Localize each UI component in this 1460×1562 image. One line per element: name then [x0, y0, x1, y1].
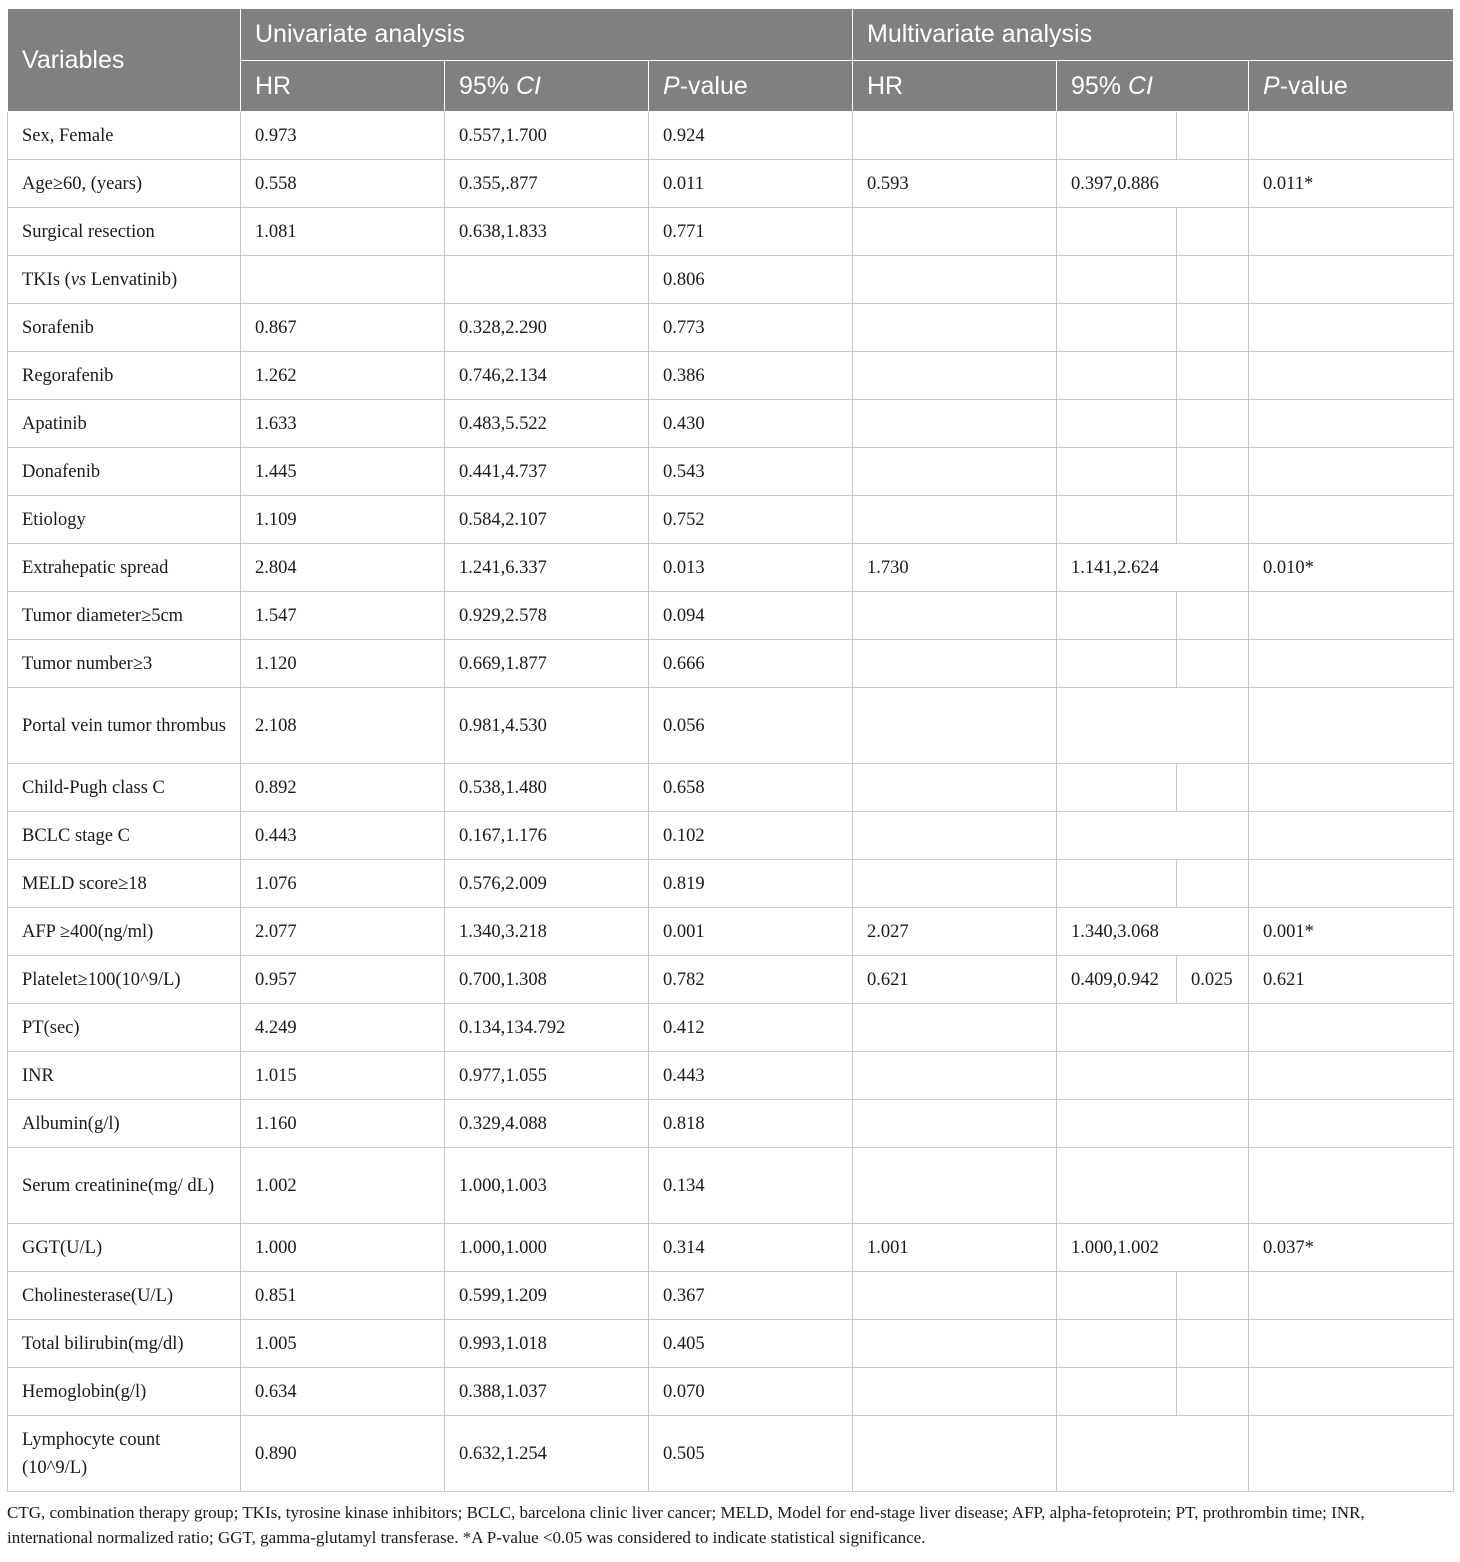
- cell-uni-p: 0.924: [649, 112, 853, 160]
- cell-multi-p: [1249, 496, 1454, 544]
- cell-multi-ci-extra: 0.025: [1177, 956, 1249, 1004]
- cell-multi-ci: [1057, 592, 1177, 640]
- cell-uni-p: 0.771: [649, 208, 853, 256]
- cell-uni-hr: 1.445: [241, 448, 445, 496]
- cell-uni-p: 0.011: [649, 160, 853, 208]
- cell-multi-ci-extra: [1177, 1272, 1249, 1320]
- cell-uni-ci: 1.000,1.003: [445, 1148, 649, 1224]
- cell-multi-p: [1249, 112, 1454, 160]
- cell-multi-p: 0.001*: [1249, 908, 1454, 956]
- cell-multi-ci: 0.409,0.942: [1057, 956, 1177, 1004]
- cell-uni-hr: 1.160: [241, 1100, 445, 1148]
- cell-uni-hr: [241, 256, 445, 304]
- cell-variable: Donafenib: [8, 448, 241, 496]
- table-row: [8, 1320, 1454, 1368]
- cell-variable: Age≥60, (years): [8, 160, 241, 208]
- cell-multi-hr: 0.621: [853, 956, 1057, 1004]
- cell-multi-ci: 0.397,0.886: [1057, 160, 1249, 208]
- cell-multi-p: [1249, 1368, 1454, 1416]
- cell-multi-ci-extra: [1177, 256, 1249, 304]
- cell-multi-hr: [853, 400, 1057, 448]
- cell-uni-ci: 0.441,4.737: [445, 448, 649, 496]
- cell-multi-p: [1249, 640, 1454, 688]
- cell-multi-hr: 1.730: [853, 544, 1057, 592]
- cell-variable: BCLC stage C: [8, 812, 241, 860]
- cell-uni-ci: [445, 256, 649, 304]
- cell-uni-hr: 0.973: [241, 112, 445, 160]
- cell-uni-ci: 1.241,6.337: [445, 544, 649, 592]
- table-row: [8, 448, 1454, 496]
- cell-multi-hr: [853, 688, 1057, 764]
- cell-multi-hr: [853, 1100, 1057, 1148]
- cell-multi-ci: [1057, 496, 1177, 544]
- cell-multi-p: [1249, 1320, 1454, 1368]
- cell-uni-ci: 0.329,4.088: [445, 1100, 649, 1148]
- cell-multi-hr: [853, 352, 1057, 400]
- cell-uni-p: 0.752: [649, 496, 853, 544]
- cell-variable: Hemoglobin(g/l): [8, 1368, 241, 1416]
- cell-uni-p: 0.134: [649, 1148, 853, 1224]
- cell-uni-p: 0.543: [649, 448, 853, 496]
- cell-uni-ci: 0.977,1.055: [445, 1052, 649, 1100]
- cell-multi-ci: [1057, 860, 1177, 908]
- cell-variable: INR: [8, 1052, 241, 1100]
- cell-variable: GGT(U/L): [8, 1224, 241, 1272]
- cell-multi-ci: 1.340,3.068: [1057, 908, 1249, 956]
- cell-uni-p: 0.102: [649, 812, 853, 860]
- cell-multi-hr: 0.593: [853, 160, 1057, 208]
- cell-uni-hr: 1.262: [241, 352, 445, 400]
- cell-uni-p: 0.314: [649, 1224, 853, 1272]
- cell-multi-p: [1249, 1148, 1454, 1224]
- cell-multi-hr: [853, 1004, 1057, 1052]
- p-suffix: -value: [679, 71, 748, 100]
- cell-uni-p: 0.013: [649, 544, 853, 592]
- cell-uni-p: 0.367: [649, 1272, 853, 1320]
- cell-multi-ci: 1.000,1.002: [1057, 1224, 1249, 1272]
- cell-uni-p: 0.094: [649, 592, 853, 640]
- cell-multi-p: [1249, 304, 1454, 352]
- table-row: [8, 304, 1454, 352]
- cell-uni-ci: 0.993,1.018: [445, 1320, 649, 1368]
- table-header: [8, 9, 1454, 112]
- header-multi-ci: [1057, 61, 1249, 112]
- cell-uni-ci: 0.483,5.522: [445, 400, 649, 448]
- table-row: [8, 112, 1454, 160]
- ci-italic: CI: [515, 71, 541, 100]
- cell-uni-ci: 0.669,1.877: [445, 640, 649, 688]
- table-row: [8, 860, 1454, 908]
- header-variables: Variables: [8, 9, 241, 112]
- cell-multi-ci: [1057, 1368, 1177, 1416]
- cell-variable: Cholinesterase(U/L): [8, 1272, 241, 1320]
- cell-multi-p: [1249, 1052, 1454, 1100]
- table-row: [8, 1272, 1454, 1320]
- cell-multi-p: [1249, 448, 1454, 496]
- table-row: [8, 352, 1454, 400]
- cell-multi-ci: [1057, 256, 1177, 304]
- cell-multi-ci-extra: [1177, 592, 1249, 640]
- table-row: [8, 496, 1454, 544]
- cell-uni-ci: 0.746,2.134: [445, 352, 649, 400]
- cell-uni-p: 0.818: [649, 1100, 853, 1148]
- cell-multi-ci: [1057, 1272, 1177, 1320]
- table-row: [8, 1004, 1454, 1052]
- cell-uni-ci: 0.599,1.209: [445, 1272, 649, 1320]
- cell-multi-ci-extra: [1177, 1368, 1249, 1416]
- cell-uni-hr: 0.851: [241, 1272, 445, 1320]
- table-body: [8, 112, 1454, 1492]
- cell-uni-hr: 1.076: [241, 860, 445, 908]
- variable-italic: vs: [70, 269, 87, 290]
- cell-uni-ci: 0.981,4.530: [445, 688, 649, 764]
- cell-multi-p: [1249, 592, 1454, 640]
- cell-multi-hr: [853, 860, 1057, 908]
- cell-uni-hr: 1.109: [241, 496, 445, 544]
- cell-uni-hr: 0.867: [241, 304, 445, 352]
- cell-multi-hr: 1.001: [853, 1224, 1057, 1272]
- cell-multi-p: [1249, 764, 1454, 812]
- cell-multi-ci-extra: [1177, 448, 1249, 496]
- cell-multi-ci-extra: [1177, 860, 1249, 908]
- cell-variable: Surgical resection: [8, 208, 241, 256]
- cell-uni-ci: 0.355,.877: [445, 160, 649, 208]
- cell-multi-hr: [853, 496, 1057, 544]
- cell-variable: Total bilirubin(mg/dl): [8, 1320, 241, 1368]
- cell-variable: Child-Pugh class C: [8, 764, 241, 812]
- cell-variable: Regorafenib: [8, 352, 241, 400]
- cell-multi-ci: [1057, 812, 1249, 860]
- cell-uni-p: 0.666: [649, 640, 853, 688]
- cell-uni-p: 0.001: [649, 908, 853, 956]
- cell-uni-hr: 0.957: [241, 956, 445, 1004]
- cell-multi-ci: [1057, 688, 1249, 764]
- cell-uni-hr: 1.015: [241, 1052, 445, 1100]
- cell-multi-ci-extra: [1177, 400, 1249, 448]
- cell-multi-hr: [853, 1052, 1057, 1100]
- cell-multi-p: [1249, 860, 1454, 908]
- cell-uni-p: 0.443: [649, 1052, 853, 1100]
- cell-multi-ci-extra: [1177, 640, 1249, 688]
- cell-multi-ci-extra: [1177, 112, 1249, 160]
- table-row: [8, 160, 1454, 208]
- header-multivariate: Multivariate analysis: [853, 9, 1454, 61]
- table-row: [8, 1148, 1454, 1224]
- table-row: [8, 400, 1454, 448]
- cell-uni-hr: 2.804: [241, 544, 445, 592]
- cell-multi-ci: 1.141,2.624: [1057, 544, 1249, 592]
- cell-uni-hr: 1.000: [241, 1224, 445, 1272]
- cell-variable: Serum creatinine(mg/ dL): [8, 1148, 241, 1224]
- table-row: [8, 908, 1454, 956]
- cell-uni-hr: 0.443: [241, 812, 445, 860]
- table-row: [8, 256, 1454, 304]
- cell-uni-ci: 0.388,1.037: [445, 1368, 649, 1416]
- cell-multi-ci: [1057, 352, 1177, 400]
- cell-multi-hr: 2.027: [853, 908, 1057, 956]
- cell-multi-ci: [1057, 1100, 1249, 1148]
- cell-multi-hr: [853, 1272, 1057, 1320]
- cell-multi-ci: [1057, 1004, 1249, 1052]
- cell-multi-hr: [853, 812, 1057, 860]
- cell-multi-hr: [853, 208, 1057, 256]
- cell-multi-ci: [1057, 1052, 1249, 1100]
- cell-uni-ci: 0.328,2.290: [445, 304, 649, 352]
- table-row: [8, 956, 1454, 1004]
- table-container: [7, 8, 1453, 1550]
- table-row: [8, 1052, 1454, 1100]
- cell-uni-hr: 1.547: [241, 592, 445, 640]
- cell-multi-p: [1249, 400, 1454, 448]
- cell-multi-hr: [853, 640, 1057, 688]
- cell-multi-p: [1249, 1100, 1454, 1148]
- cell-uni-p: 0.386: [649, 352, 853, 400]
- cell-uni-hr: 1.120: [241, 640, 445, 688]
- cell-uni-hr: 0.890: [241, 1416, 445, 1492]
- cell-multi-ci-extra: [1177, 352, 1249, 400]
- table-row: [8, 1100, 1454, 1148]
- cell-uni-hr: 4.249: [241, 1004, 445, 1052]
- cell-variable: Tumor diameter≥5cm: [8, 592, 241, 640]
- cell-multi-ci-extra: [1177, 208, 1249, 256]
- cell-variable: Portal vein tumor thrombus: [8, 688, 241, 764]
- cell-multi-ci: [1057, 448, 1177, 496]
- cell-variable: Lymphocyte count (10^9/L): [8, 1416, 241, 1492]
- cell-multi-hr: [853, 1320, 1057, 1368]
- ci-prefix: 95%: [459, 71, 516, 100]
- cell-uni-ci: 0.632,1.254: [445, 1416, 649, 1492]
- table-row: [8, 764, 1454, 812]
- table-row: [8, 544, 1454, 592]
- results-table: [7, 8, 1454, 1492]
- cell-uni-hr: 1.081: [241, 208, 445, 256]
- cell-multi-hr: [853, 304, 1057, 352]
- table-row: [8, 1416, 1454, 1492]
- cell-multi-ci-extra: [1177, 764, 1249, 812]
- cell-multi-p: [1249, 1004, 1454, 1052]
- cell-multi-hr: [853, 1416, 1057, 1492]
- cell-uni-hr: 1.005: [241, 1320, 445, 1368]
- cell-variable: Apatinib: [8, 400, 241, 448]
- cell-multi-ci-extra: [1177, 304, 1249, 352]
- cell-uni-p: 0.070: [649, 1368, 853, 1416]
- cell-multi-p: [1249, 688, 1454, 764]
- cell-uni-ci: 1.000,1.000: [445, 1224, 649, 1272]
- cell-uni-hr: 1.002: [241, 1148, 445, 1224]
- p-italic: P: [1263, 71, 1280, 100]
- cell-uni-p: 0.430: [649, 400, 853, 448]
- cell-uni-ci: 1.340,3.218: [445, 908, 649, 956]
- cell-multi-p: 0.621: [1249, 956, 1454, 1004]
- cell-multi-hr: [853, 112, 1057, 160]
- cell-uni-p: 0.405: [649, 1320, 853, 1368]
- cell-multi-p: 0.011*: [1249, 160, 1454, 208]
- table-row: [8, 1224, 1454, 1272]
- header-uni-p: [649, 61, 853, 112]
- header-uni-ci: [445, 61, 649, 112]
- table-row: [8, 208, 1454, 256]
- cell-uni-p: 0.773: [649, 304, 853, 352]
- cell-multi-hr: [853, 256, 1057, 304]
- cell-uni-hr: 0.892: [241, 764, 445, 812]
- cell-variable: Sex, Female: [8, 112, 241, 160]
- cell-uni-p: 0.505: [649, 1416, 853, 1492]
- table-row: [8, 812, 1454, 860]
- cell-uni-ci: 0.576,2.009: [445, 860, 649, 908]
- p-suffix: -value: [1279, 71, 1348, 100]
- cell-uni-hr: 2.108: [241, 688, 445, 764]
- cell-multi-ci: [1057, 640, 1177, 688]
- cell-uni-ci: 0.700,1.308: [445, 956, 649, 1004]
- header-multi-p: [1249, 61, 1454, 112]
- table-row: [8, 592, 1454, 640]
- cell-variable: [8, 256, 241, 304]
- cell-multi-hr: [853, 1368, 1057, 1416]
- cell-multi-ci: [1057, 208, 1177, 256]
- cell-uni-ci: 0.167,1.176: [445, 812, 649, 860]
- cell-uni-ci: 0.584,2.107: [445, 496, 649, 544]
- cell-multi-ci-extra: [1177, 496, 1249, 544]
- cell-uni-p: 0.056: [649, 688, 853, 764]
- p-italic: P: [663, 71, 680, 100]
- cell-multi-ci: [1057, 764, 1177, 812]
- cell-multi-p: [1249, 1416, 1454, 1492]
- variable-text: Lenvatinib): [86, 269, 178, 290]
- cell-uni-hr: 0.634: [241, 1368, 445, 1416]
- cell-variable: Sorafenib: [8, 304, 241, 352]
- header-uni-hr: HR: [241, 61, 445, 112]
- cell-multi-hr: [853, 448, 1057, 496]
- cell-multi-ci: [1057, 1416, 1249, 1492]
- cell-multi-hr: [853, 764, 1057, 812]
- cell-uni-p: 0.782: [649, 956, 853, 1004]
- variable-text: TKIs (: [22, 269, 71, 290]
- ci-italic: CI: [1127, 71, 1153, 100]
- cell-variable: PT(sec): [8, 1004, 241, 1052]
- cell-uni-hr: 0.558: [241, 160, 445, 208]
- cell-variable: Etiology: [8, 496, 241, 544]
- cell-uni-p: 0.806: [649, 256, 853, 304]
- cell-multi-ci: [1057, 1320, 1177, 1368]
- cell-multi-p: [1249, 352, 1454, 400]
- cell-variable: Albumin(g/l): [8, 1100, 241, 1148]
- table-row: [8, 688, 1454, 764]
- cell-uni-ci: 0.929,2.578: [445, 592, 649, 640]
- cell-multi-p: [1249, 812, 1454, 860]
- cell-uni-hr: 1.633: [241, 400, 445, 448]
- cell-multi-ci-extra: [1177, 1320, 1249, 1368]
- cell-multi-p: 0.010*: [1249, 544, 1454, 592]
- cell-uni-p: 0.819: [649, 860, 853, 908]
- cell-variable: Extrahepatic spread: [8, 544, 241, 592]
- table-row: [8, 1368, 1454, 1416]
- cell-variable: Platelet≥100(10^9/L): [8, 956, 241, 1004]
- cell-uni-hr: 2.077: [241, 908, 445, 956]
- cell-uni-p: 0.412: [649, 1004, 853, 1052]
- cell-multi-p: [1249, 1272, 1454, 1320]
- cell-multi-ci: [1057, 304, 1177, 352]
- cell-uni-ci: 0.538,1.480: [445, 764, 649, 812]
- cell-multi-p: [1249, 208, 1454, 256]
- ci-prefix: 95%: [1071, 71, 1128, 100]
- cell-multi-p: [1249, 256, 1454, 304]
- cell-uni-p: 0.658: [649, 764, 853, 812]
- cell-variable: MELD score≥18: [8, 860, 241, 908]
- cell-uni-ci: 0.134,134.792: [445, 1004, 649, 1052]
- cell-variable: AFP ≥400(ng/ml): [8, 908, 241, 956]
- cell-multi-ci: [1057, 400, 1177, 448]
- cell-multi-ci: [1057, 1148, 1249, 1224]
- header-multi-hr: HR: [853, 61, 1057, 112]
- cell-multi-ci: [1057, 112, 1177, 160]
- cell-uni-ci: 0.638,1.833: [445, 208, 649, 256]
- table-footnote: CTG, combination therapy group; TKIs, tyrosine kinase inhibitors; BCLC, barcelona clinic liver cancer; MELD, Model for end-stage liver disease; AFP, alpha-fetoprotein; PT, prothrombin time; INR, international normalized ratio; GGT, gamma-glutamyl transferase. *A P-value <0.05 was considered to indicate statistical significance.: [7, 1503, 1365, 1547]
- cell-multi-p: 0.037*: [1249, 1224, 1454, 1272]
- cell-uni-ci: 0.557,1.700: [445, 112, 649, 160]
- cell-multi-hr: [853, 1148, 1057, 1224]
- table-row: [8, 640, 1454, 688]
- cell-multi-hr: [853, 592, 1057, 640]
- header-univariate: Univariate analysis: [241, 9, 853, 61]
- cell-variable: Tumor number≥3: [8, 640, 241, 688]
